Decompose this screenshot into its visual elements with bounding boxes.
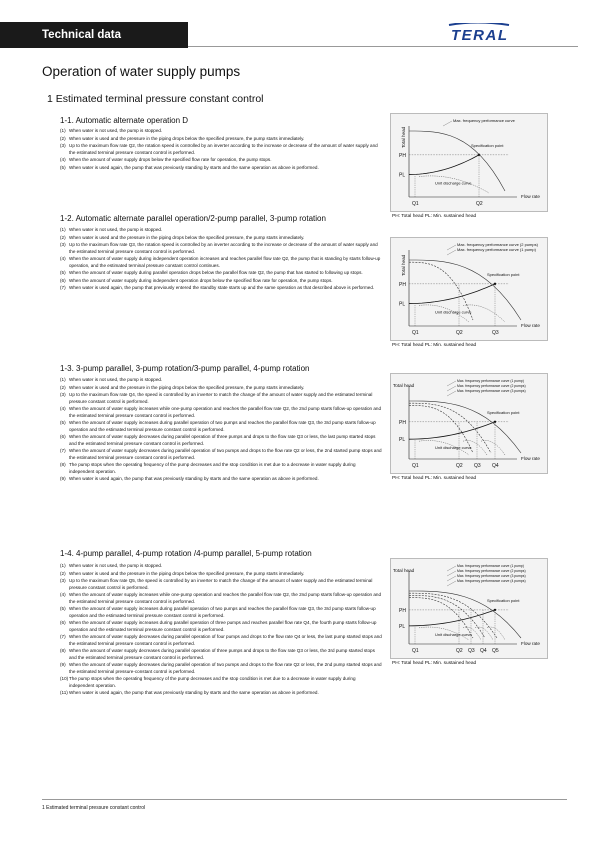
step-number: (4) [60,406,66,412]
leader-line [443,121,452,126]
step-number: (11) [60,690,68,696]
curve-label: Max. frequency performance curve (2 pumps) [457,384,526,388]
pl-label: PL [399,623,406,630]
chart-panel-1 [390,113,548,212]
step-text: When the amount of water supply during independent operation drops below the specified flow rate for operation, the pump stops. [69,277,333,283]
ph-label: PH [399,281,406,288]
step-number: (10) [60,676,69,682]
step-number: (4) [60,157,66,163]
step-text: When water is used and the pressure in the piping drops below the specified pressure, the pump starts immediately. [69,135,305,141]
step-text: When water is used again, the pump that was previously standing by starts and the same operation as above is performed. [69,690,319,696]
specification-label: Specification point [471,142,504,148]
curve-label: Max. frequency performance curve (1 pump) [457,564,524,568]
section-1-1-title: 1-1. Automatic alternate operation D [60,116,189,125]
step-item [60,592,382,605]
step-number: (5) [60,270,66,276]
step-number: (3) [60,242,66,248]
chart-4-caption: PH: Total head PL: Min. sustained head [392,661,477,666]
specification-label: Specification point [487,597,520,603]
step-item [60,690,382,696]
step-text: When the amount of water supply increases while one-pump operation and reaches the parallel flow rate Q2, the 2nd pump starts follow-up operation and the estimated terminal pressure constant control is performed. [69,592,382,604]
teral-logo [447,23,549,43]
step-text: When the amount of water supply decreases during parallel operation of three pumps and drops to the flow rate Q3 or less, the 3rd pump started stops and the estimated terminal pressure constant control is performed. [69,648,375,660]
svg-text:TERAL: TERAL [451,27,509,43]
x-axis-label: Flow rate [521,641,540,646]
step-text: When water is used and the pressure in the piping drops below the specified pressure, the pump starts immediately. [69,384,305,390]
leader-line [447,245,456,250]
section-1-3-steps [60,377,382,484]
leader-line [447,250,456,255]
step-number: (2) [60,384,66,390]
curve-label: Max. frequency performance curve (1 pump) [457,379,524,383]
step-text: When the amount of water supply increases during parallel operation of two pumps and reaches the parallel flow rate Q3, the 3rd pump starts follow-up operation and the estimated terminal pressure constant control is performed. [69,606,376,618]
q-tick-label: Q2 [456,463,463,469]
leader-line [447,381,456,386]
specification-label: Specification point [487,409,520,415]
ph-label: PH [399,419,406,426]
step-item [60,143,382,156]
q-tick-label: Q2 [456,648,463,654]
section-1-2-steps [60,227,382,293]
q-tick-label: Q2 [476,201,483,207]
step-text: When the amount of water supply during independent operation increases and reaches parallel flow rate Q2, the pump that is standing by starts follow-up operation, and the estimated terminal pressure constant control continues. [69,256,381,268]
step-number: (6) [60,277,66,283]
step-number: (5) [60,606,66,612]
step-item [60,285,382,291]
leader-line [447,571,456,576]
x-axis-label: Flow rate [521,194,540,199]
leader-line [447,581,456,586]
chart-panel-4 [390,558,548,659]
chart-1-caption: PH: Total head PL: Min. sustained head [392,214,477,219]
step-item [60,157,382,163]
chart-panel-2 [390,237,548,341]
step-number: (2) [60,135,66,141]
step-item [60,563,382,569]
pump-curve-chart [391,114,547,211]
unit-discharge-curve [487,627,505,640]
step-text: When water is used again, the pump that was previously standing by starts and the same operation as above is performed. [69,164,319,170]
q-tick-label: Q5 [492,648,499,654]
curve-label: Max. frequency performance curve [453,118,515,123]
specification-label: Specification point [487,271,520,277]
step-text: When water is used and the pressure in the piping drops below the specified pressure, the pump starts immediately. [69,234,305,240]
step-text: When the amount of water supply drops below the specified flow rate for operation, the pump stops. [69,157,272,163]
step-number: (9) [60,476,66,482]
pump-curve-chart [391,559,547,658]
y-axis-label: Total head [393,568,415,573]
step-item [60,606,382,619]
step-text: The pump stops when the operating frequency of the pump decreases and the stop condition is met due to a decrease in water supply during independent operation. [69,676,356,688]
control-curve [409,422,495,439]
step-number: (6) [60,620,66,626]
section-1-4-steps [60,563,382,698]
step-number: (7) [60,285,66,291]
step-text: When the amount of water supply during parallel operation drops below the parallel flow rate Q2, the pump that has started to following up stops. [69,270,363,276]
curve-label: Max. frequency performance curve (3 pumps) [457,389,526,393]
ph-label: PH [399,152,406,159]
step-item [60,620,382,633]
step-text: Up to the maximum flow rate Q3, the rotation speed is controlled by an inverter according to the increase or decrease of the amount of water supply and the estimated terminal pressure constant control is performed. [69,242,378,254]
chart-panel-3 [390,373,548,474]
step-number: (8) [60,462,66,468]
curve-label: Max. frequency performance curve (3 pumps) [457,574,526,578]
step-item [60,462,382,475]
header-label: Technical data [0,22,188,48]
pl-label: PL [399,437,406,444]
step-number: (1) [60,563,66,568]
step-item [60,634,382,647]
step-item [60,165,382,171]
control-curve [409,284,495,304]
section-1-3-title: 1-3. 3-pump parallel, 3-pump rotation/3-pump parallel, 4-pump rotation [60,364,310,373]
discharge-label: Unit discharge curve [435,631,472,637]
q-tick-label: Q4 [480,648,487,654]
step-item [60,476,382,482]
step-item [60,235,382,241]
chart-3-caption: PH: Total head PL: Min. sustained head [392,476,477,481]
step-item [60,377,382,383]
step-text: When the amount of water supply increases during parallel operation of three pumps and reaches parallel flow rate Q4, the fourth pump starts follow-up operation and the estimated terminal pressure constant control is performed. [69,620,377,632]
section-1-1-steps [60,128,382,172]
y-axis-label: Total head [401,254,406,276]
q-tick-label: Q3 [474,463,481,469]
q-tick-label: Q3 [492,330,499,336]
leader-line [447,386,456,391]
q-tick-label: Q3 [468,648,475,654]
step-item [60,571,382,577]
step-number: (3) [60,392,66,398]
step-text: When the amount of water supply increases during parallel operation of two pumps and reaches the parallel flow rate Q3, the 3rd pump starts follow-up operation and the estimated terminal pressure constant control is performed. [69,420,376,432]
step-text: When the amount of water supply decreases during parallel operation of two pumps and drops to the flow rate Q2 or less, the 2nd pump started stops and the estimated terminal pressure-constant control is performed. [69,662,382,674]
x-axis-label: Flow rate [521,456,540,461]
section-title: 1 Estimated terminal pressure constant control [47,93,264,105]
curve-label: Max. frequency performance curve (4 pumps) [457,579,526,583]
step-text: Up to the maximum flow rate Q2, the rotation speed is controlled by an inverter according to the increase or decrease of the amount of water supply and the estimated terminal pressure constant control is performed. [69,143,378,155]
step-text: When water is not used, the pump is stopped. [69,227,163,232]
step-text: When the amount of water supply decreases during parallel operation of four pumps and drops to the flow rate Q4 or less, the last pump started stops and the estimated terminal pressure constant control is performed. [69,634,382,646]
step-text: When water is not used, the pump is stopped. [69,128,163,133]
pl-label: PL [399,172,406,179]
curve-label: Max. frequency performance curve (2 pumps) [457,569,526,573]
step-number: (1) [60,377,66,382]
step-number: (1) [60,227,66,232]
step-item [60,406,382,419]
step-text: When the amount of water supply decreases during parallel operation of three pumps and drops to the flow rate Q3 or less, the last pump started stops and the estimated terminal pressure constant control is performed. [69,434,376,446]
discharge-label: Unit discharge curve [435,180,472,186]
step-item [60,278,382,284]
q-tick-label: Q1 [412,330,419,336]
y-axis-label: Total head [401,126,406,148]
footer-text: 1 Estimated terminal pressure constant control [42,805,146,811]
leader-line [447,576,456,581]
curve-label: Max. frequency performance curve (2 pumps) [457,242,538,247]
step-item [60,136,382,142]
step-item [60,448,382,461]
header-rule [188,46,578,47]
step-item [60,392,382,405]
step-text: Up to the maximum flow rate Q4, the speed is controlled by an inverter to match the change of the amount of water supply and the estimated terminal pressure constant control is performed. [69,392,373,404]
step-text: When water is not used, the pump is stopped. [69,563,163,568]
footer-rule [42,799,567,800]
chart-2-caption: PH: Total head PL: Min. sustained head [392,343,477,348]
pl-label: PL [399,301,406,308]
step-item [60,227,382,233]
discharge-label: Unit discharge curve [435,309,472,315]
y-axis-label: Total head [393,383,415,388]
pump-curve-chart [391,374,547,473]
step-text: When water is used and the pressure in the piping drops below the specified pressure, the pump starts immediately. [69,570,305,576]
step-item [60,662,382,675]
leader-line [447,566,456,571]
step-item [60,434,382,447]
q-tick-label: Q1 [412,463,419,469]
step-number: (7) [60,448,66,454]
step-text: When water is used again, the pump that was previously standing by starts and the same operation as above is performed. [69,476,319,482]
q-tick-label: Q4 [492,463,499,469]
x-axis-label: Flow rate [521,323,540,328]
section-1-2-title: 1-2. Automatic alternate parallel operation/2-pump parallel, 3-pump rotation [60,214,326,223]
step-number: (3) [60,578,66,584]
step-item [60,648,382,661]
step-number: (5) [60,420,66,426]
step-item [60,578,382,591]
step-text: The pump stops when the operating frequency of the pump decreases and the stop condition is met due to a decrease in water supply during independent operation. [69,462,356,474]
pump-curve-chart [391,238,547,340]
step-number: (5) [60,164,66,170]
step-item [60,270,382,276]
step-item [60,128,382,134]
step-number: (1) [60,128,66,133]
step-number: (4) [60,256,66,262]
q-tick-label: Q1 [412,648,419,654]
leader-line [447,391,456,396]
control-curve [409,155,479,175]
q-tick-label: Q2 [456,330,463,336]
step-text: When water is not used, the pump is stopped. [69,377,163,382]
step-text: When the amount of water supply decreases during parallel operation of two pumps and drops to the flow rate Q2 or less, the 2nd started pump stops and the estimated terminal pressure constant control is performed. [69,448,382,460]
ph-label: PH [399,607,406,614]
section-1-4-title: 1-4. 4-pump parallel, 4-pump rotation /4-pump parallel, 5-pump rotation [60,549,312,558]
step-number: (2) [60,234,66,240]
control-curve [409,610,495,626]
page-title: Operation of water supply pumps [42,64,241,79]
step-text: When the amount of water supply increases while one-pump operation and reaches the parallel flow rate Q2, the 2nd pump starts follow-up operation and the estimated terminal pressure constant control is performed. [69,406,382,418]
step-text: When water is used again, the pump that previously entered the standby state starts up and the same operation as that described above is performed. [69,285,375,291]
discharge-label: Unit discharge curve [435,445,472,451]
step-number: (4) [60,592,66,598]
step-number: (9) [60,662,66,668]
q-tick-label: Q1 [412,201,419,207]
step-number: (8) [60,648,66,654]
step-number: (7) [60,634,66,640]
step-number: (6) [60,434,66,440]
step-number: (2) [60,570,66,576]
step-item [60,420,382,433]
step-item [60,242,382,255]
step-text: Up to the maximum flow rate Q5, the speed is controlled by an inverter to match the change of the amount of water supply and the estimated terminal pressure constant control is performed. [69,578,373,590]
step-item [60,676,382,689]
curve-label: Max. frequency performance curve (1 pump) [457,247,536,252]
step-item [60,385,382,391]
step-number: (3) [60,143,66,149]
step-item [60,256,382,269]
